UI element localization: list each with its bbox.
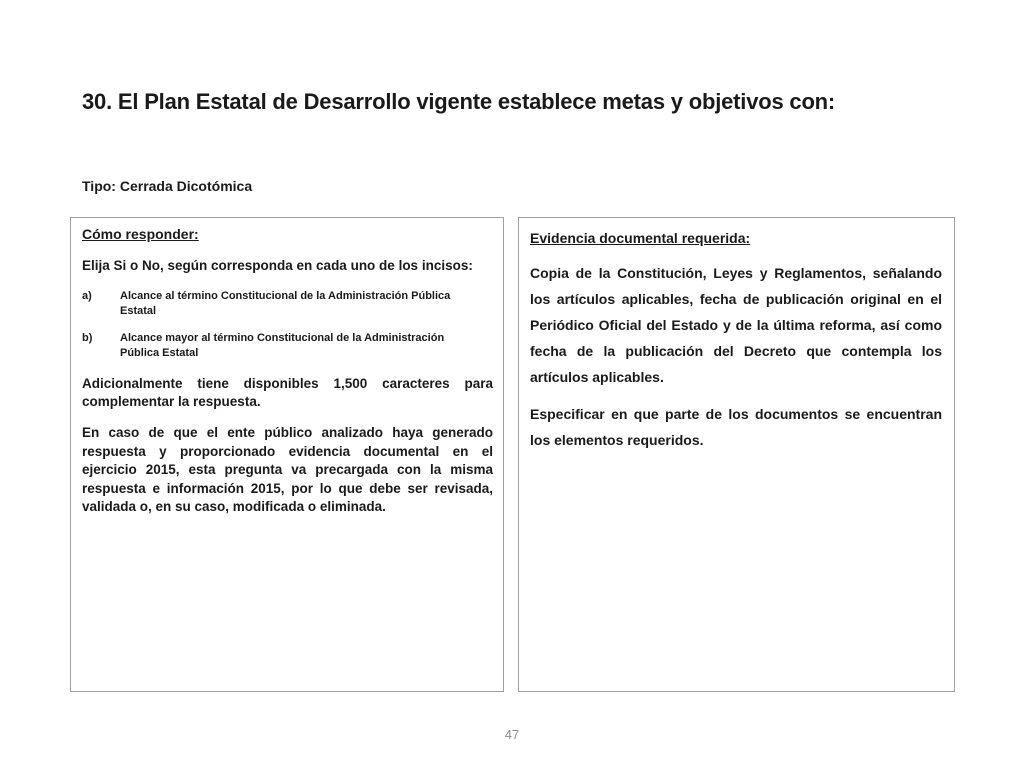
- page-title: 30. El Plan Estatal de Desarrollo vigente establece metas y objetivos con:: [82, 89, 836, 114]
- answer-instruction: Elija Si o No, según corresponda en cada uno de los incisos:: [82, 258, 473, 273]
- additional-characters-note: Adicionalmente tiene disponibles 1,500 caracteres para complementar la respuesta.: [82, 375, 493, 410]
- evidence-heading: Evidencia documental requerida:: [530, 230, 751, 246]
- option-b: [82, 331, 493, 361]
- evidence-paragraph-1: Copia de la Constitución, Leyes y Reglamentos, señalando los artículos aplicables, fecha de publicación original en el Periódico Oficial del Estado y de la última reforma, así como fecha de la publicación del Decreto que contempla los artículos aplicables.: [530, 265, 942, 385]
- options-list: [82, 289, 493, 360]
- evidence-panel: [518, 217, 955, 692]
- evidence-paragraph-2: Especificar en que parte de los documentos se encuentran los elementos requeridos.: [530, 406, 942, 449]
- option-marker: b): [82, 332, 93, 345]
- how-to-answer-heading: Cómo responder:: [82, 226, 199, 242]
- option-text: Alcance al término Constitucional de la Administración Pública Estatal: [120, 290, 451, 318]
- page-number: 47: [504, 727, 520, 742]
- question-type: Tipo: Cerrada Dicotómica: [82, 178, 253, 194]
- option-a: [82, 289, 493, 319]
- option-marker: a): [82, 290, 92, 303]
- how-to-answer-panel: [70, 217, 504, 692]
- preload-note: En caso de que el ente público analizado haya generado respuesta y proporcionado evidencia documental en el ejercicio 2015, esta pregunta va precargada con la misma respuesta e información 2015, por lo que debe ser revisada, validada o, en su caso, modificada o eliminada.: [82, 425, 493, 514]
- option-text: Alcance mayor al término Constitucional de la Administración Pública Estatal: [120, 332, 445, 359]
